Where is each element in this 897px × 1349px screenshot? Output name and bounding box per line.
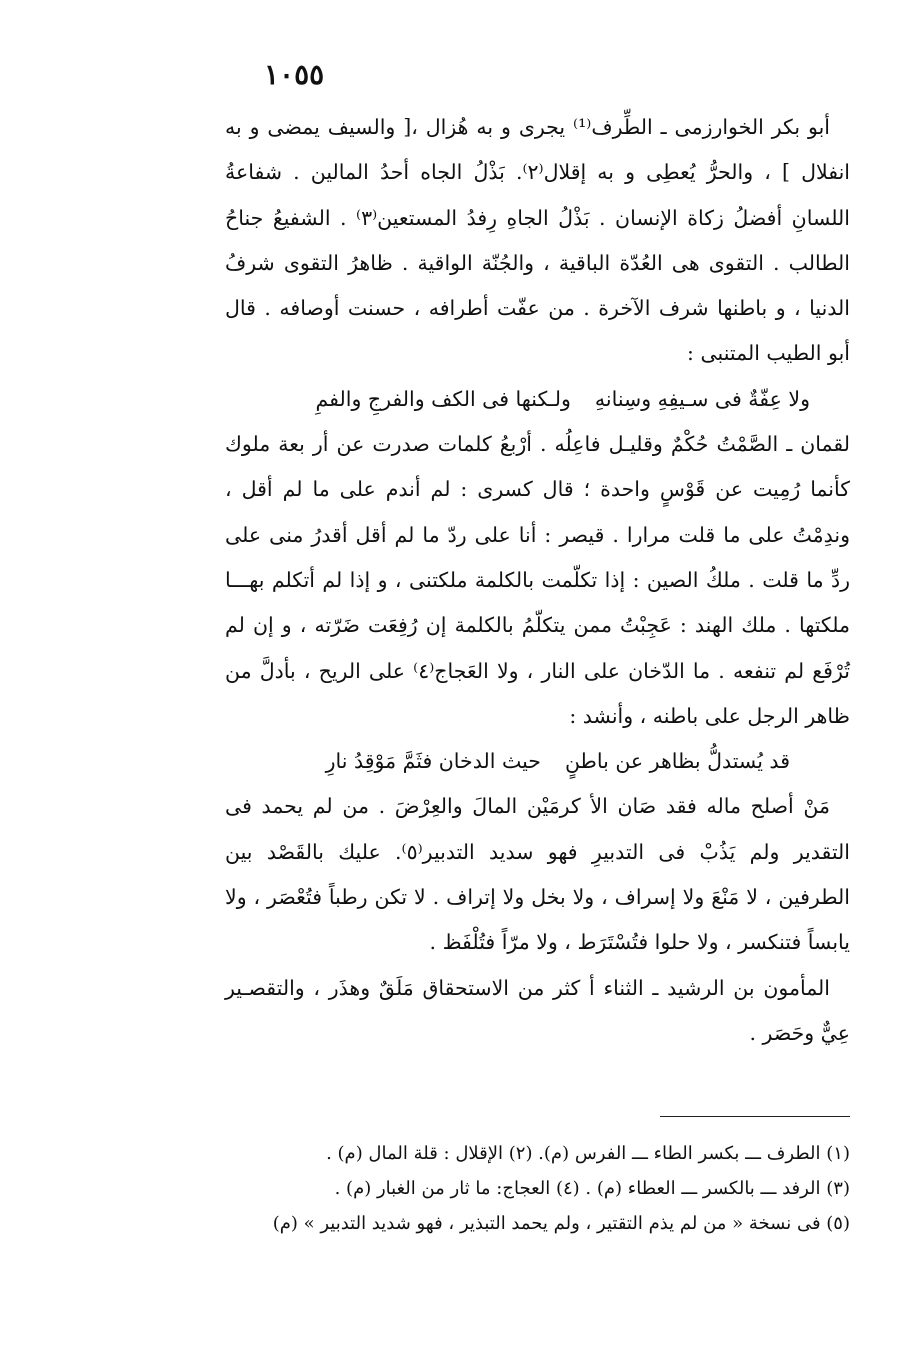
- page-number: ١٠٥٥: [264, 58, 325, 91]
- verse-hemistich-second: ولـكنها فى الكف والفرجِ والفمِ: [315, 386, 571, 411]
- paragraph-luqman: لقمان ـ الصَّمْتُ حُكْمٌ وقليـل فاعِلُه . أرْبعُ كلمات صدرت عن أر بعة ملوك كأنما رُمِيت عن قَوْسٍ واحدة ؛ قال كسرى : لم أندم على ما لم أقل ، وندِمْتُ على ما قلت مرارا . قيصر : أنا على ردّ ما لم أقل أقدرُ منى على ردِّ ما قلت . ملكُ الصين : إذا تكلّمت بالكلمة ملكتنى ، و إذا لم أتكلم بهـــا ملكتها . ملك الهند : عَجِبْتُ ممن يتكلّمُ بالكلمة إن رُفِعَت ضَرّته ، و إن لم تُرْفَع لم تنفعه . ما الدّخان على النار ، ولا العَجاج⁽٤⁾ على الريح ، بأدلَّ من ظاهر الرجل على باطنه ، وأنشد :: [225, 432, 851, 728]
- paragraph-mamun: المأمون بن الرشيد ـ الثناء أ كثر من الاستحقاق مَلَقٌ وهذَر ، والتقصـير عِيٌّ وحَصَر .: [225, 975, 850, 1045]
- main-text: [225, 105, 850, 1056]
- paragraph-khwarizmi: أبو بكر الخوارزمى ـ الطِّرف⁽¹⁾ يجرى و به هُزال ،[ والسيف يمضى و به انفلال ] ، والحرُّ يُعطِى و به إقلال⁽٢⁾. بَذْلُ الجاه أحدُ المالين . شفاعةُ اللسانِ أفضلُ زكاة الإنسان . بَذْلُ الجاهِ رِفدُ المستعين⁽٣⁾ . الشفيعُ جناحُ الطالب . التقوى هى العُدّة الباقية ، والجُنّة الواقية . ظاهرُ التقوى شرفُ الدنيا ، و باطنها شرف الآخرة . من عفّت أطرافه ، حسنت أوصافه . قال أبو الطيب المتنبى :: [225, 115, 850, 366]
- verse-hemistich-first: قد يُستدلُّ بظاهر عن باطنٍ: [564, 749, 790, 774]
- verse-smoke: [225, 739, 850, 784]
- verse-mutanabbi: [225, 377, 850, 422]
- verse-hemistich-first: ولا عِفّةٌ فى سـيفِهِ وسِنانهِ: [594, 386, 810, 411]
- footnote-separator: [660, 1116, 850, 1117]
- footnote-line: (٥) فى نسخة « من لم يذم التقتير ، ولم يحمد التبذير ، فهو شديد التدبير » (م): [272, 1213, 850, 1234]
- footnotes: [225, 1136, 850, 1241]
- paragraph-wealth: مَنْ أصلح ماله فقد صَان الأ كرمَيْن المالَ والعِرْضَ . من لم يحمد فى التقدير ولم يَذُبْ فى التدبيرِ فهو سديد التدبير⁽٥⁾. عليك بالقَصْد بين الطرفين ، لا مَنْعَ ولا إسراف ، ولا بخل ولا إتراف . لا تكن رطباً فتُعْصَر ، ولا يابساً فتنكسر ، ولا حلوا فتُسْتَرَط ، ولا مرّاً فتُلْفَظ .: [225, 794, 850, 955]
- footnote-line: (١) الطرف ـــ بكسر الطاء ـــ الفرس (م). (٢) الإقلال : قلة المال (م) .: [326, 1143, 850, 1164]
- footnote-line: (٣) الرفد ـــ بالكسر ـــ العطاء (م) . (٤) العجاج: ما ثار من الغبار (م) .: [334, 1178, 850, 1199]
- verse-hemistich-second: حيث الدخان فثَمَّ مَوْقِدُ نارِ: [325, 749, 541, 774]
